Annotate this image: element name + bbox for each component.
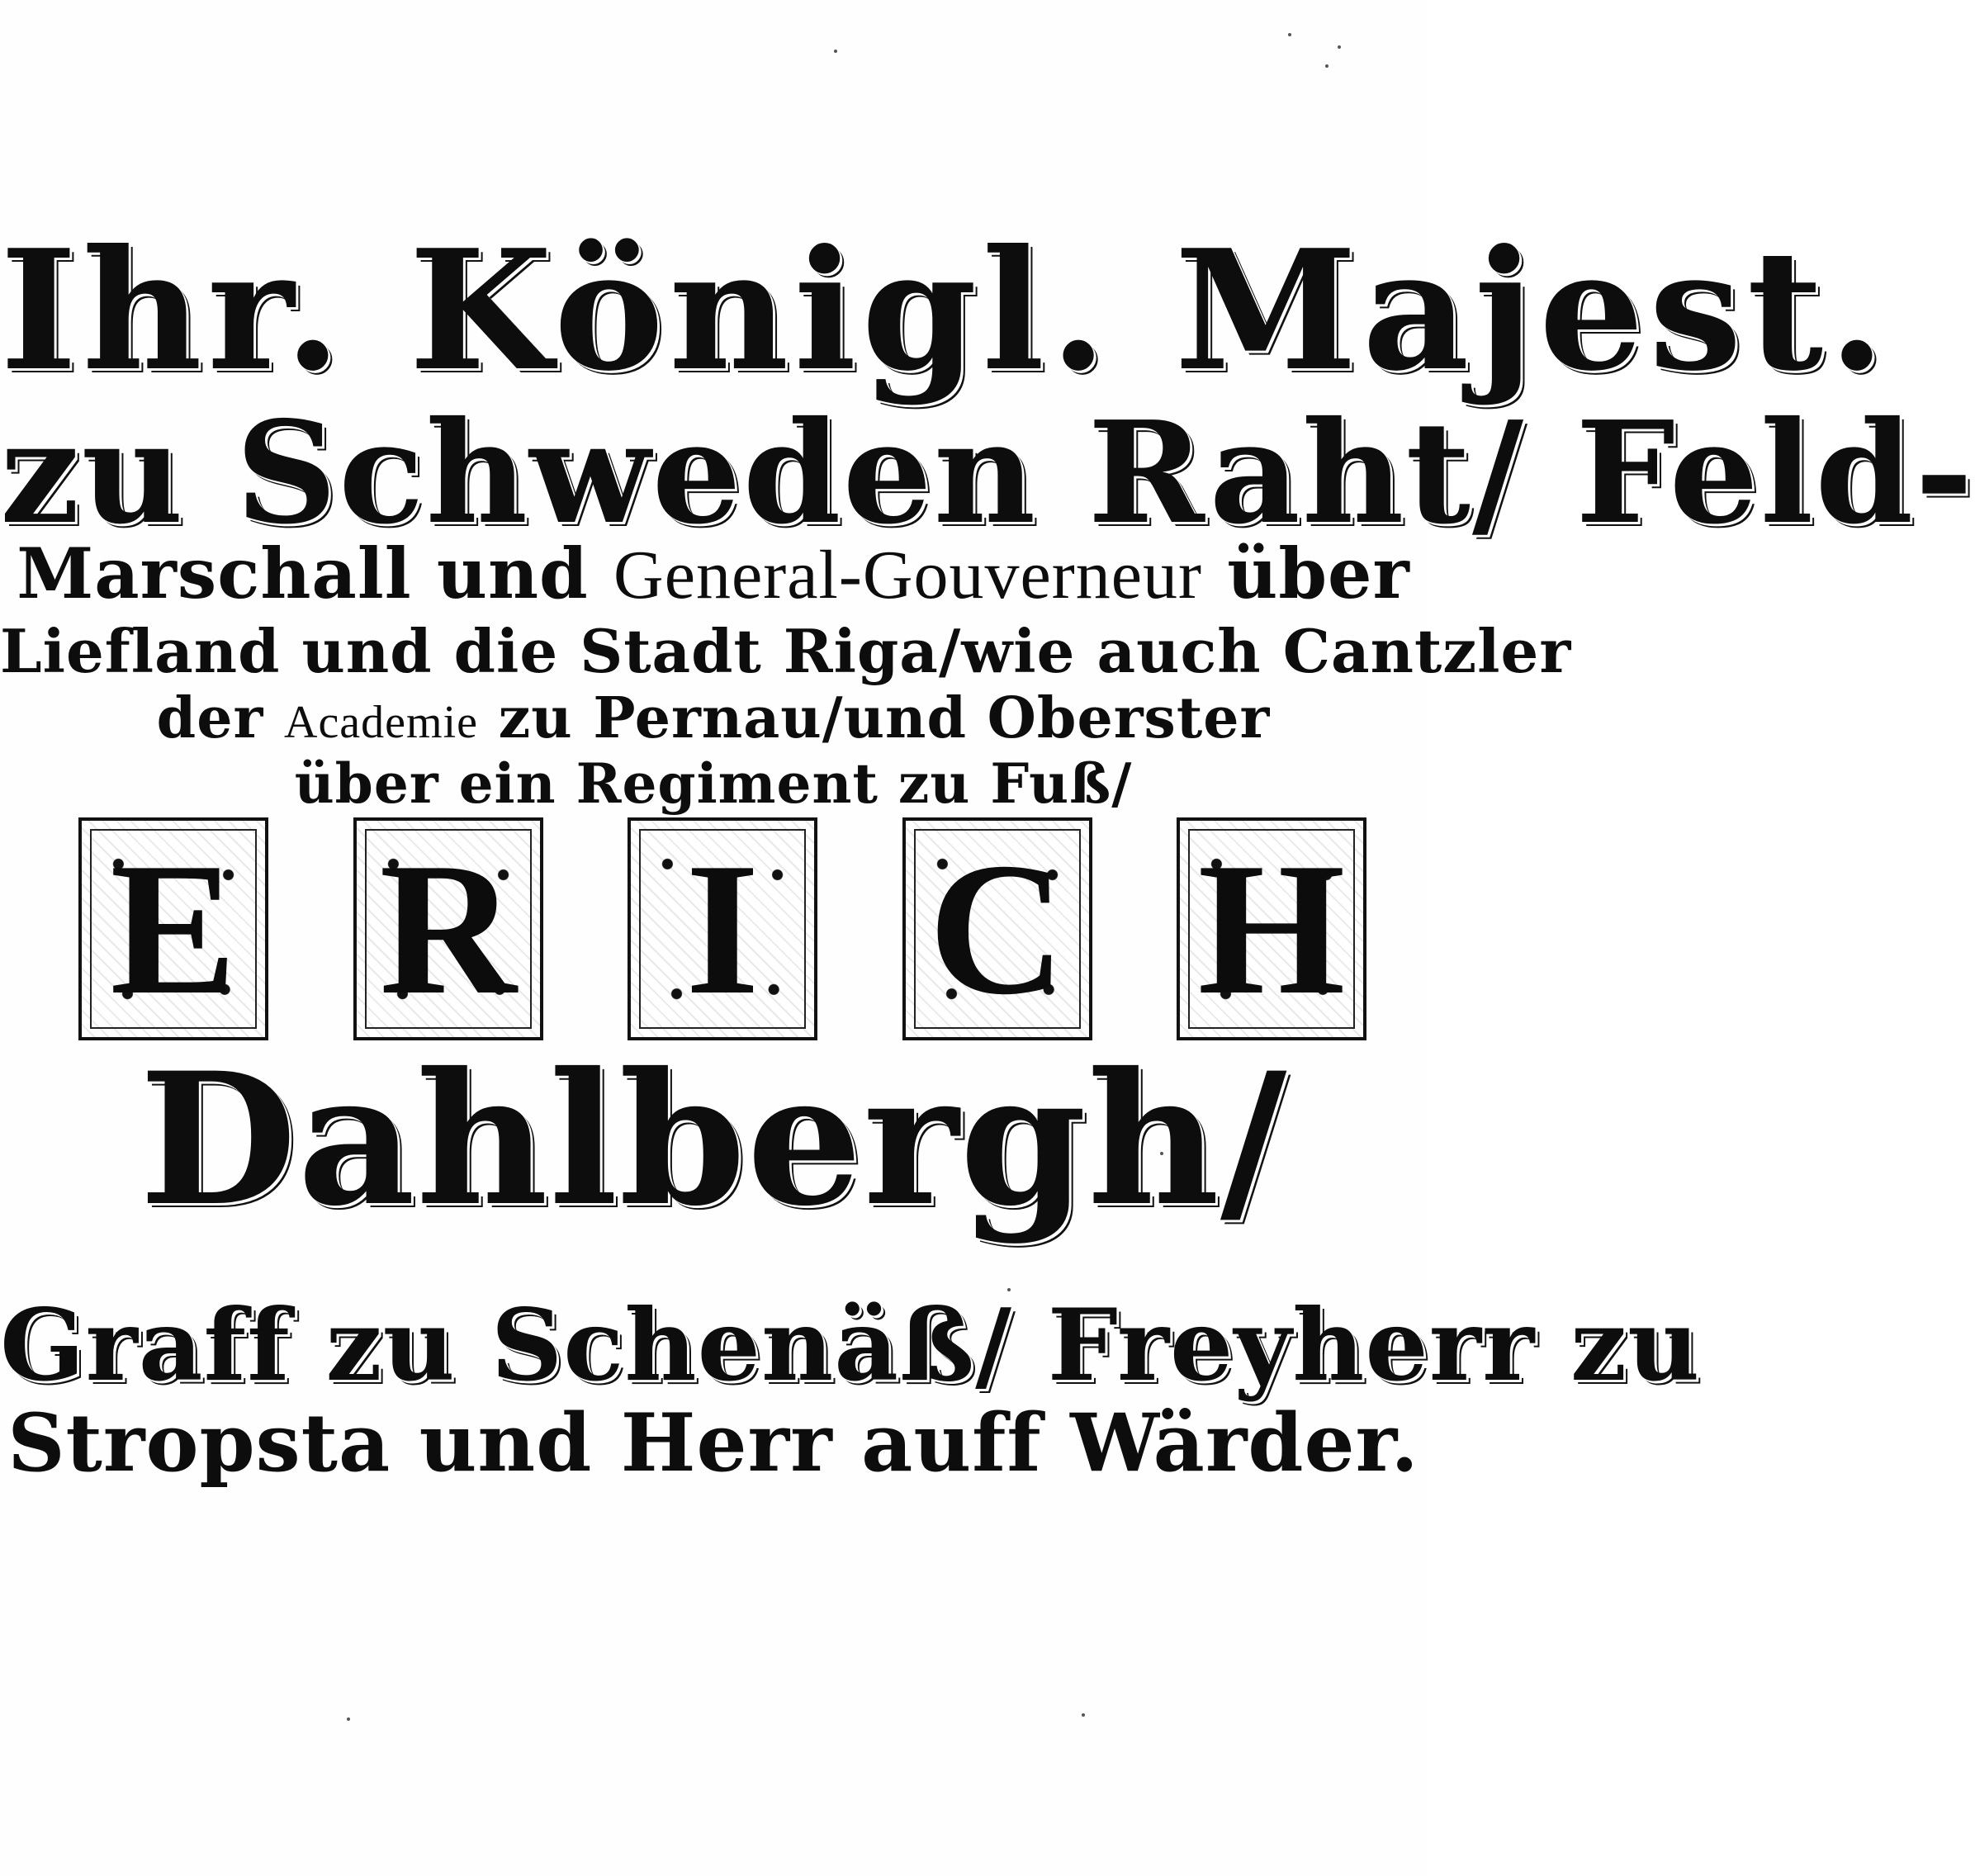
ink-speck <box>1338 45 1341 49</box>
text-segment: über <box>1227 533 1410 614</box>
text-segment: General-Gouverneur <box>613 537 1202 613</box>
initial-i-box <box>628 817 817 1040</box>
initial-letter: I <box>685 823 760 1034</box>
text-segment: über ein Regiment zu Fuß/ <box>294 751 1133 816</box>
text-segment: zu Pernau/und Oberster <box>498 685 1271 751</box>
titles-line-2 <box>0 1395 1427 1491</box>
ink-speck <box>1325 64 1329 68</box>
initial-r-box <box>353 817 543 1040</box>
ink-speck <box>347 1717 350 1721</box>
heading-text: Ihr. Königl. Majest. <box>0 214 1891 408</box>
initial-letter: E <box>110 823 237 1034</box>
initial-letter: H <box>1197 823 1346 1034</box>
initial-letter: C <box>928 823 1066 1034</box>
initial-h-box <box>1177 817 1366 1040</box>
text-segment: Academie <box>284 697 478 748</box>
heading-line-1 <box>0 214 1891 408</box>
heading-line-2 <box>0 391 1975 556</box>
text-segment: Liefland und die Stadt Riga/wie auch Cantzler <box>0 616 1572 686</box>
surname-line <box>0 1032 1427 1246</box>
heading-line-6 <box>0 751 1427 816</box>
surname-text: Dahlbergh/ <box>139 1032 1288 1246</box>
ink-speck <box>1082 1713 1085 1717</box>
heading-line-3 <box>0 533 1427 617</box>
initial-c-box <box>902 817 1092 1040</box>
ink-speck <box>834 50 837 53</box>
text-segment: Marschall und <box>17 533 589 614</box>
heading-line-5 <box>0 685 1427 756</box>
heading-line-4 <box>0 616 1572 687</box>
titles-text: Graff zu Schenäß/ Freyherr zu <box>0 1287 1701 1404</box>
ink-speck <box>1288 33 1291 36</box>
initial-letter: R <box>379 823 517 1034</box>
titles-line-1 <box>0 1287 1701 1404</box>
titles-text: Stropsta und Herr auff Wärder. <box>7 1396 1419 1490</box>
decorated-initials <box>78 817 1366 1049</box>
heading-text: zu Schweden Raht/ Feld- <box>0 391 1975 556</box>
text-segment: der <box>156 685 264 751</box>
initial-e-box <box>78 817 268 1040</box>
